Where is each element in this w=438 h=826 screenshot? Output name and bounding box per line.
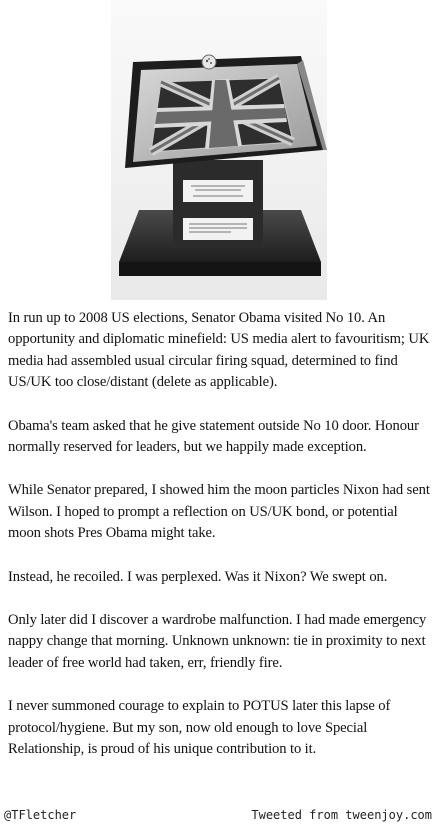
- story-paragraph: While Senator prepared, I showed him the moon particles Nixon had sent Wilson. I hoped to prompt a reflection on US/UK bond, or potential moon shots Pres Obama might take.: [8, 482, 430, 542]
- author-handle[interactable]: @TFletcher: [4, 808, 77, 822]
- story-paragraph: In run up to 2008 US elections, Senator Obama visited No 10. An opportunity and diplomatic minefield: US media alert to favouritism; UK media had assembled usual circular firing squad, determined to find US/UK too close/distant (delete as applicable).: [8, 310, 430, 391]
- pedestal-lower-label: [183, 218, 253, 240]
- story-paragraph: I never summoned courage to explain to POTUS later this lapse of protocol/hygiene. But my son, now old enough to love Special Relationship, is proud of his unique contribution to it.: [8, 698, 391, 758]
- plaque-photo: [111, 0, 327, 300]
- story-paragraph: Instead, he recoiled. I was perplexed. Was it Nixon? We swept on.: [8, 568, 388, 585]
- story-text: [8, 308, 432, 761]
- plaque-photo-art: [111, 0, 327, 300]
- story-paragraph: Obama's team asked that he give statement outside No 10 door. Honour normally reserved for leaders, but we happily made exception.: [8, 417, 419, 456]
- union-flag: [151, 78, 293, 152]
- moon-rock-capsule: [202, 55, 216, 69]
- plaque-base-front: [119, 262, 321, 276]
- tweenjoy-credit[interactable]: Tweeted from tweenjoy.com: [251, 808, 432, 822]
- pedestal-upper-label: [183, 180, 253, 202]
- story-paragraph: Only later did I discover a wardrobe malfunction. I had made emergency nappy change that morning. Unknown unknown: tie in proximity to next leader of free world had taken, err, friendly fire.: [8, 612, 427, 671]
- footer: [0, 804, 438, 826]
